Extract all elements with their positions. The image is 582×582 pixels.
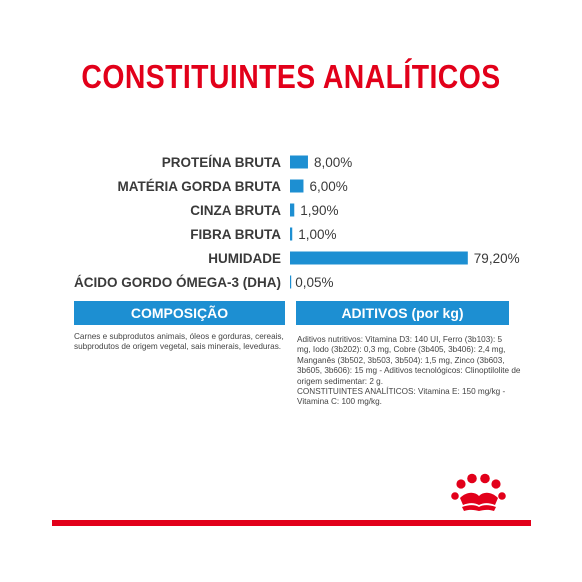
- category-label: MATÉRIA GORDA BRUTA: [117, 179, 281, 194]
- value-label: 6,00%: [309, 179, 348, 194]
- category-label: HUMIDADE: [208, 251, 281, 266]
- bar: [290, 228, 292, 241]
- page-title: CONSTITUINTES ANALÍTICOS: [81, 58, 501, 95]
- bottom-red-bar: [52, 520, 531, 526]
- value-label: 8,00%: [313, 155, 353, 170]
- nutrient-bar-chart: [0, 145, 582, 295]
- category-label: PROTEÍNA BRUTA: [161, 155, 281, 170]
- category-label: CINZA BRUTA: [190, 203, 281, 218]
- value-label: 1,00%: [298, 227, 337, 242]
- additives-line: origem sedimentar: 2 g.: [297, 376, 384, 386]
- bar: [290, 252, 468, 265]
- bar: [290, 180, 303, 193]
- bar: [290, 156, 308, 169]
- bar: [290, 204, 294, 217]
- bar: [290, 276, 291, 289]
- additives-line: CONSTITUINTES ANALÍTICOS: Vitamina E: 150 mg/kg -: [297, 387, 506, 397]
- additives-line: Manganês (3b502, 3b503, 3b504): 1,5 mg, Zinco (3b603,: [297, 355, 505, 365]
- additives-text: [297, 335, 525, 408]
- category-label: FIBRA BRUTA: [190, 227, 281, 242]
- royal-canin-crown-icon: [448, 472, 510, 514]
- value-label: 1,90%: [300, 203, 339, 218]
- additives-header: ADITIVOS (por kg): [296, 301, 509, 325]
- value-label: 79,20%: [473, 251, 520, 266]
- additives-line: Vitamina C: 100 mg/kg.: [297, 397, 382, 407]
- composition-text: Carnes e subprodutos animais, óleos e gorduras, cereais, subprodutos de origem vegetal, sais minerais, leveduras.: [74, 332, 284, 352]
- value-label: 0,05%: [295, 275, 334, 290]
- additives-line: Aditivos nutritivos: Vitamina D3: 140 UI, Ferro (3b103): 5: [297, 335, 503, 344]
- additives-line: 3b605, 3b606): 15 mg - Aditivos tecnológicos: Clinoptilolite de: [297, 366, 521, 376]
- category-label: ÁCIDO GORDO ÓMEGA-3 (DHA): [74, 275, 281, 290]
- composition-header: COMPOSIÇÃO: [74, 301, 285, 325]
- additives-line: mg, Iodo (3b202): 0,3 mg, Cobre (3b405, 3b406): 2,4 mg,: [297, 345, 506, 355]
